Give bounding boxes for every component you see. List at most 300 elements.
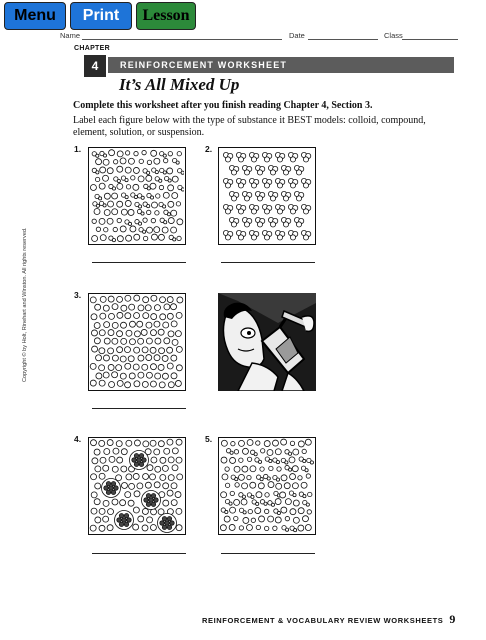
particle bbox=[128, 209, 134, 215]
particle bbox=[260, 478, 263, 481]
particle bbox=[119, 513, 123, 517]
particle bbox=[177, 219, 183, 225]
particle bbox=[137, 458, 141, 462]
particle bbox=[147, 205, 150, 208]
particle bbox=[143, 441, 149, 447]
particle bbox=[250, 482, 256, 488]
particle bbox=[167, 297, 173, 303]
particle bbox=[138, 516, 144, 522]
particle bbox=[96, 204, 99, 207]
figure-4-answer-line[interactable] bbox=[92, 553, 186, 554]
particle bbox=[277, 235, 282, 240]
particle bbox=[96, 227, 100, 231]
particle bbox=[104, 486, 108, 490]
particle bbox=[147, 210, 151, 214]
particle bbox=[176, 161, 179, 164]
chapter-label: CHAPTER bbox=[74, 45, 110, 52]
particle bbox=[141, 212, 144, 215]
particle bbox=[104, 210, 110, 216]
particle bbox=[167, 313, 173, 319]
particle bbox=[307, 510, 311, 514]
particle bbox=[159, 382, 165, 388]
particle bbox=[96, 355, 102, 361]
particle bbox=[142, 347, 148, 353]
particle bbox=[103, 175, 109, 181]
particle bbox=[155, 211, 159, 215]
particle bbox=[290, 441, 294, 445]
particle bbox=[290, 209, 295, 214]
particle bbox=[176, 525, 182, 531]
particle bbox=[176, 312, 182, 318]
particle bbox=[95, 483, 101, 489]
particle bbox=[303, 459, 306, 462]
particle bbox=[268, 482, 274, 488]
particle bbox=[171, 373, 177, 379]
figure-3-particles bbox=[88, 293, 186, 391]
particle bbox=[225, 209, 230, 214]
particle bbox=[256, 502, 259, 505]
particle bbox=[280, 492, 286, 498]
particle bbox=[172, 448, 178, 454]
particle bbox=[147, 227, 153, 233]
particle bbox=[238, 157, 243, 162]
particle bbox=[264, 157, 269, 162]
particle bbox=[90, 525, 96, 531]
particle bbox=[298, 476, 302, 480]
menu-button[interactable]: Menu bbox=[4, 2, 66, 30]
particle bbox=[111, 481, 115, 485]
particle bbox=[277, 157, 282, 162]
print-button[interactable]: Print bbox=[70, 2, 132, 30]
particle bbox=[243, 511, 246, 514]
particle bbox=[107, 218, 113, 224]
particle bbox=[133, 184, 139, 190]
particle bbox=[146, 175, 152, 181]
particle bbox=[117, 166, 123, 172]
particle bbox=[230, 507, 236, 513]
particle bbox=[133, 167, 139, 173]
particle bbox=[109, 456, 115, 462]
particle bbox=[222, 474, 228, 480]
particle bbox=[171, 483, 177, 489]
particle bbox=[134, 151, 138, 155]
particle bbox=[147, 171, 150, 174]
particle bbox=[138, 176, 144, 182]
particle bbox=[264, 209, 269, 214]
particle bbox=[167, 363, 173, 369]
particle bbox=[150, 381, 156, 387]
particle bbox=[91, 330, 97, 336]
particle bbox=[143, 313, 149, 319]
scientist-illustration bbox=[218, 293, 316, 391]
particle bbox=[151, 493, 155, 497]
particle bbox=[302, 449, 306, 453]
particle bbox=[107, 440, 113, 446]
particle bbox=[225, 510, 228, 513]
particle bbox=[137, 483, 143, 489]
particle bbox=[167, 168, 173, 174]
particle bbox=[117, 518, 121, 522]
particle bbox=[308, 492, 312, 496]
particle bbox=[270, 196, 275, 201]
particle bbox=[147, 465, 153, 471]
particle bbox=[162, 516, 166, 520]
particle bbox=[167, 439, 173, 445]
particle bbox=[134, 381, 140, 387]
particle bbox=[139, 159, 143, 163]
particle bbox=[241, 499, 247, 505]
particle bbox=[99, 330, 105, 336]
particle bbox=[230, 457, 236, 463]
particle bbox=[142, 525, 148, 531]
particle bbox=[301, 482, 307, 488]
particle bbox=[145, 305, 151, 311]
particle bbox=[296, 222, 301, 227]
particle bbox=[145, 482, 151, 488]
particle bbox=[126, 235, 132, 241]
particle bbox=[121, 449, 127, 455]
particle bbox=[258, 483, 264, 489]
particle bbox=[142, 508, 148, 514]
particle bbox=[90, 380, 96, 386]
particle bbox=[100, 457, 106, 463]
figure-1-particles bbox=[88, 147, 186, 245]
particle bbox=[150, 347, 156, 353]
figure-3-answer-line[interactable] bbox=[92, 408, 186, 409]
particle bbox=[168, 218, 174, 224]
particle bbox=[269, 459, 272, 462]
particle bbox=[143, 297, 149, 303]
particle bbox=[146, 502, 150, 506]
particle bbox=[104, 449, 110, 455]
particle bbox=[221, 492, 227, 498]
particle bbox=[256, 492, 262, 498]
particle bbox=[168, 457, 174, 463]
particle bbox=[139, 462, 143, 466]
particle bbox=[134, 347, 140, 353]
particle bbox=[143, 218, 147, 222]
particle bbox=[310, 461, 313, 464]
particle bbox=[92, 236, 98, 242]
class-field[interactable] bbox=[402, 39, 458, 40]
figure-2-molecules bbox=[218, 147, 316, 245]
particle bbox=[116, 365, 122, 371]
particle bbox=[171, 500, 177, 506]
particle bbox=[91, 492, 97, 498]
particle bbox=[104, 338, 110, 344]
particle bbox=[120, 226, 126, 232]
particle bbox=[247, 457, 251, 461]
particle bbox=[251, 495, 254, 498]
particle bbox=[139, 453, 143, 457]
particle bbox=[246, 525, 252, 531]
particle bbox=[134, 491, 140, 497]
particle bbox=[106, 481, 110, 485]
particle bbox=[113, 448, 119, 454]
particle bbox=[175, 331, 181, 337]
particle bbox=[181, 171, 184, 174]
particle bbox=[168, 201, 174, 207]
copyright-notice: Copyright © by Holt, Rinehart and Winston. All rights reserved. bbox=[22, 227, 28, 382]
particle bbox=[168, 331, 174, 337]
particle bbox=[134, 295, 140, 301]
particle bbox=[303, 183, 308, 188]
particle bbox=[108, 364, 114, 370]
particle bbox=[90, 363, 96, 369]
particle bbox=[117, 312, 123, 318]
particle bbox=[264, 441, 270, 447]
particle bbox=[168, 185, 174, 191]
particle bbox=[127, 518, 131, 522]
particle bbox=[171, 355, 177, 361]
figure-2-answer-line[interactable] bbox=[221, 262, 315, 263]
particle bbox=[113, 160, 117, 164]
particle bbox=[130, 226, 136, 232]
particle bbox=[176, 508, 182, 514]
particle bbox=[96, 159, 102, 165]
particle bbox=[168, 382, 174, 388]
particle bbox=[285, 499, 291, 505]
particle bbox=[273, 526, 277, 530]
particle bbox=[112, 355, 118, 361]
particle bbox=[251, 183, 256, 188]
particle bbox=[298, 508, 304, 514]
particle bbox=[90, 297, 96, 303]
particle bbox=[290, 157, 295, 162]
particle bbox=[258, 460, 261, 463]
particle bbox=[142, 381, 148, 387]
date-field[interactable] bbox=[308, 39, 378, 40]
particle bbox=[117, 218, 121, 222]
particle bbox=[103, 516, 109, 522]
particle bbox=[125, 295, 131, 301]
particle bbox=[119, 522, 123, 526]
particle bbox=[176, 202, 180, 206]
particle bbox=[138, 205, 141, 208]
particle bbox=[164, 221, 167, 224]
particle bbox=[142, 458, 146, 462]
particle bbox=[134, 195, 137, 198]
particle bbox=[294, 529, 297, 532]
date-label: Date bbox=[289, 31, 305, 40]
particle bbox=[154, 449, 160, 455]
particle bbox=[142, 150, 146, 154]
particle bbox=[116, 441, 122, 447]
particle bbox=[99, 348, 105, 354]
particle bbox=[124, 522, 128, 526]
particle bbox=[111, 490, 115, 494]
particle bbox=[267, 477, 270, 480]
particle bbox=[133, 364, 139, 370]
figure-2-number: 2. bbox=[205, 144, 213, 154]
particle bbox=[134, 331, 140, 337]
figure-1-answer-line[interactable] bbox=[92, 262, 186, 263]
particle bbox=[95, 304, 101, 310]
particle bbox=[113, 227, 117, 231]
figure-5-number: 5. bbox=[205, 434, 213, 444]
particle bbox=[168, 475, 174, 481]
particle bbox=[151, 150, 157, 156]
particle bbox=[143, 473, 149, 479]
particle bbox=[288, 452, 291, 455]
particle bbox=[177, 474, 183, 480]
particle bbox=[158, 329, 164, 335]
particle bbox=[159, 348, 165, 354]
particle bbox=[303, 495, 306, 498]
particle bbox=[125, 363, 131, 369]
particle bbox=[168, 152, 172, 156]
particle bbox=[264, 235, 269, 240]
name-label: Name bbox=[60, 31, 81, 40]
particle bbox=[276, 460, 279, 463]
particle bbox=[243, 517, 249, 523]
particle bbox=[225, 235, 230, 240]
particle bbox=[224, 516, 230, 522]
particle bbox=[131, 176, 135, 180]
particle bbox=[290, 474, 296, 480]
particle bbox=[112, 322, 118, 328]
particle bbox=[146, 338, 152, 344]
particle bbox=[303, 235, 308, 240]
particle bbox=[154, 482, 160, 488]
particle bbox=[159, 179, 162, 182]
page-number: 9 bbox=[449, 612, 456, 626]
particle bbox=[128, 158, 134, 164]
particle bbox=[290, 509, 296, 515]
particle bbox=[170, 521, 174, 525]
particle bbox=[257, 196, 262, 201]
particle bbox=[103, 500, 109, 506]
particle bbox=[94, 449, 100, 455]
particle bbox=[150, 330, 156, 336]
particle bbox=[221, 440, 227, 446]
particle bbox=[234, 466, 240, 472]
particle bbox=[271, 503, 274, 506]
particle bbox=[257, 222, 262, 227]
particle bbox=[126, 330, 132, 336]
particle bbox=[251, 157, 256, 162]
page-footer bbox=[202, 612, 456, 627]
particle bbox=[290, 235, 295, 240]
particle bbox=[121, 322, 127, 328]
lesson-button[interactable]: Lesson bbox=[136, 2, 196, 30]
particle bbox=[117, 296, 123, 302]
worksheet-type-band: REINFORCEMENT WORKSHEET bbox=[108, 57, 454, 73]
particle bbox=[146, 322, 152, 328]
particle bbox=[248, 509, 252, 513]
particle bbox=[95, 177, 99, 181]
particle bbox=[239, 526, 243, 530]
particle bbox=[231, 441, 235, 445]
particle bbox=[141, 329, 147, 335]
particle bbox=[276, 478, 279, 481]
particle bbox=[108, 509, 114, 515]
particle bbox=[132, 458, 136, 462]
particle bbox=[293, 449, 299, 455]
particle bbox=[167, 490, 173, 496]
particle bbox=[238, 183, 243, 188]
particle bbox=[120, 356, 126, 362]
particle bbox=[125, 200, 131, 206]
particle bbox=[281, 475, 287, 481]
particle bbox=[151, 202, 157, 208]
particle bbox=[103, 159, 109, 165]
particle bbox=[296, 196, 301, 201]
particle bbox=[171, 304, 177, 310]
particle bbox=[264, 509, 268, 513]
particle bbox=[305, 469, 308, 472]
particle bbox=[96, 171, 99, 174]
figure-5-particles bbox=[218, 437, 316, 535]
particle bbox=[134, 312, 140, 318]
particle bbox=[264, 526, 268, 530]
particle bbox=[150, 474, 156, 480]
particle bbox=[103, 154, 106, 157]
figure-4-particles bbox=[88, 437, 186, 535]
particle bbox=[125, 178, 128, 181]
particle bbox=[150, 364, 156, 370]
particle bbox=[99, 197, 102, 200]
particle bbox=[167, 525, 171, 529]
particle bbox=[154, 305, 160, 311]
particle bbox=[283, 170, 288, 175]
figure-4-number: 4. bbox=[74, 434, 82, 444]
particle bbox=[173, 238, 176, 241]
particle bbox=[99, 440, 105, 446]
name-field[interactable] bbox=[82, 39, 282, 40]
particle bbox=[112, 193, 118, 199]
particle bbox=[103, 372, 109, 378]
particle bbox=[176, 457, 182, 463]
particle bbox=[125, 382, 131, 388]
particle bbox=[160, 521, 164, 525]
particle bbox=[137, 321, 143, 327]
particle bbox=[163, 483, 169, 489]
particle bbox=[103, 204, 106, 207]
particle bbox=[134, 440, 140, 446]
particle bbox=[124, 513, 128, 517]
particle bbox=[164, 448, 170, 454]
particle bbox=[264, 183, 269, 188]
particle bbox=[142, 364, 148, 370]
particle bbox=[94, 499, 100, 505]
particle bbox=[126, 440, 132, 446]
particle bbox=[260, 449, 264, 453]
particle bbox=[155, 466, 161, 472]
particle bbox=[104, 322, 110, 328]
particle bbox=[171, 210, 177, 216]
particle bbox=[242, 466, 248, 472]
particle bbox=[129, 373, 135, 379]
particle bbox=[302, 516, 308, 522]
particle bbox=[172, 193, 178, 199]
particle bbox=[121, 466, 127, 472]
figure-3-number: 3. bbox=[74, 290, 82, 300]
particle bbox=[277, 467, 281, 471]
chapter-number: 4 bbox=[84, 55, 106, 77]
particle bbox=[117, 179, 120, 182]
particle bbox=[109, 150, 115, 156]
particle bbox=[146, 493, 150, 497]
particle bbox=[128, 500, 134, 506]
particle bbox=[172, 339, 178, 345]
figure-5-answer-line[interactable] bbox=[221, 553, 315, 554]
particle bbox=[244, 196, 249, 201]
particle bbox=[90, 440, 96, 446]
particle bbox=[103, 465, 109, 471]
particle bbox=[306, 474, 310, 478]
particle bbox=[305, 525, 311, 531]
